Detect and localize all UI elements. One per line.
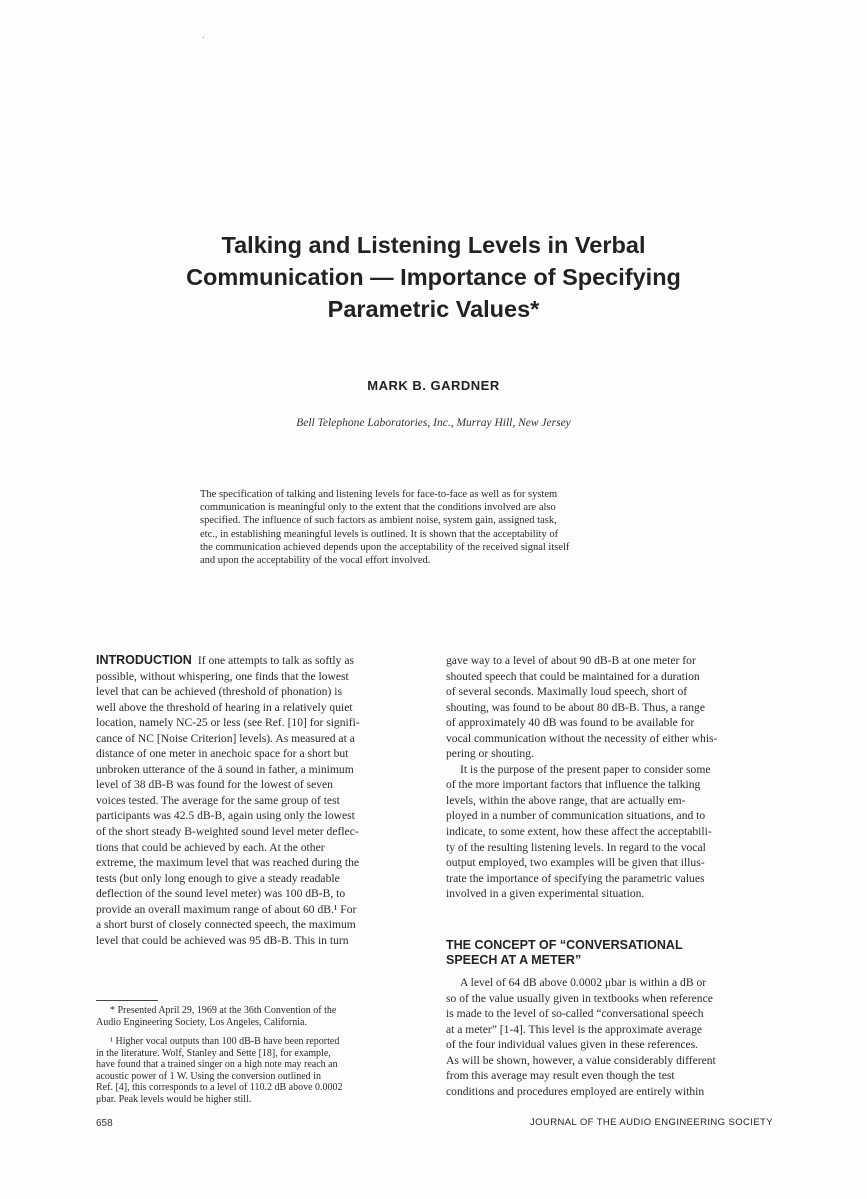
footnote-line: * Presented April 29, 1969 at the 36th Convention of the [110, 1005, 337, 1016]
body-line: extreme, the maximum level that was reached during the [96, 856, 360, 870]
body-line: unbroken utterance of the ä sound in father, a minimum [96, 762, 354, 776]
body-line: is made to the level of so-called “conversational speech [446, 1007, 704, 1021]
footnote-presented [96, 1005, 422, 1028]
body-line: As will be shown, however, a value considerably different [446, 1053, 716, 1067]
body-line: trate the importance of specifying the parametric values [446, 871, 705, 885]
body-line: location, namely NC-25 or less (see Ref. [10] for signifi- [96, 716, 360, 730]
body-line: level of 38 dB-B was found for the lowest of seven [96, 778, 333, 792]
footnote-line: ¹ Higher vocal outputs than 100 dB-B have been reported [110, 1036, 340, 1047]
abstract-line: The specification of talking and listening levels for face-to-face as well as for system [200, 489, 558, 500]
body-line: of the four individual values given in these references. [446, 1038, 699, 1052]
footnote-line: have found that a trained singer on a high note may reach an [96, 1059, 338, 1071]
footnote-line: Ref. [4], this corresponds to a level of 110.2 dB above 0.0002 [96, 1082, 343, 1094]
footnote-line: acoustic power of 1 W. Using the conversion outlined in [96, 1070, 321, 1082]
body-line: voices tested. The average for the same group of test [96, 793, 340, 807]
journal-running-footer: JOURNAL OF THE AUDIO ENGINEERING SOCIETY [530, 1117, 773, 1128]
body-line: ployed in a number of communication situations, and to [446, 809, 706, 823]
intro-heading: INTRODUCTION [96, 653, 192, 667]
intro-first-line [96, 653, 422, 669]
body-line: level that can be achieved (threshold of phonation) is [96, 685, 342, 699]
body-line: It is the purpose of the present paper to consider some [460, 762, 711, 776]
page-number: 658 [96, 1118, 113, 1129]
body-line: involved in a given experimental situation. [446, 887, 645, 901]
footnote-line: μbar. Peak levels would be higher still. [96, 1093, 252, 1105]
footnote-line: in the literature. Wolf, Stanley and Sette [18], for example, [96, 1047, 331, 1059]
body-line: vocal communication without the necessity of either whis- [446, 731, 718, 745]
body-line: deflection of the sound level meter) was 100 dB-B, to [96, 887, 346, 901]
body-line: pering or shouting. [446, 747, 534, 761]
body-line: conditions and procedures employed are entirely within [446, 1084, 705, 1098]
body-line: level that could be achieved was 95 dB-B. This in turn [96, 933, 349, 947]
body-line: output employed, two examples will be given that illus- [446, 856, 705, 870]
body-line: A level of 64 dB above 0.0002 μbar is within a dB or [460, 976, 707, 989]
scan-speck [203, 37, 204, 38]
title-line: Communication — Importance of Specifying [186, 264, 681, 290]
body-line: so of the value usually given in textbooks when reference [446, 991, 713, 1005]
body-line: possible, without whispering, one finds that the lowest [96, 669, 349, 683]
body-line: shouted speech that could be maintained for a duration [446, 669, 700, 683]
abstract-line: communication is meaningful only to the extent that the conditions involved are also [200, 502, 556, 514]
body-line: tions that could be achieved by each. At the other [96, 840, 325, 854]
body-line: participants was 42.5 dB-B, again using only the lowest [96, 809, 355, 823]
body-line: at a meter” [1-4]. This level is the approximate average [446, 1022, 703, 1036]
body-line: ty of the resulting listening levels. In regard to the vocal [446, 840, 706, 854]
footnote-1 [96, 1036, 422, 1106]
body-line: cance of NC [Noise Criterion] levels). As measured at a [96, 731, 355, 745]
title-line: Talking and Listening Levels in Verbal [221, 232, 646, 258]
body-line: of several seconds. Maximally loud speech, short of [446, 685, 688, 699]
body-line: distance of one meter in anechoic space for a short but [96, 747, 349, 761]
abstract-line: and upon the acceptability of the vocal effort involved. [200, 555, 431, 567]
body-line: indicate, to some extent, how these affect the acceptabili- [446, 825, 712, 839]
section-body [446, 975, 772, 1099]
body-line: of the more important factors that influence the talking [446, 778, 701, 792]
body-line: of approximately 40 dB was found to be available for [446, 716, 695, 730]
body-line: well above the threshold of hearing in a relatively quiet [96, 700, 353, 714]
abstract-line: the communication achieved depends upon the acceptability of the received signal itself [200, 541, 570, 553]
body-line: levels, within the above range, that are actually em- [446, 793, 686, 807]
body-line: If one attempts to talk as softly as [197, 654, 354, 667]
section-heading [446, 938, 776, 968]
abstract-line: specified. The influence of such factors as ambient noise, system gain, assigned task, [200, 515, 557, 527]
title-line: Parametric Values* [327, 296, 540, 322]
body-line: of the short steady B-weighted sound level meter deflec- [96, 825, 359, 839]
section-heading-line: SPEECH AT A METER” [446, 953, 582, 967]
author-name: MARK B. GARDNER [367, 378, 500, 393]
abstract [200, 488, 667, 567]
body-line: a short burst of closely connected speech, the maximum [96, 918, 356, 932]
body-line: provide an overall maximum range of about 60 dB.¹ For [96, 902, 357, 916]
paper-title [100, 229, 767, 325]
body-line: gave way to a level of about 90 dB-B at one meter for [446, 654, 696, 667]
body-line: tests (but only long enough to give a steady readable [96, 871, 340, 885]
body-line: shouting, was found to be about 80 dB-B. Thus, a range [446, 700, 706, 714]
section-heading-line: THE CONCEPT OF “CONVERSATIONAL [446, 938, 683, 952]
body-line: from this average may result even though the test [446, 1069, 675, 1083]
left-column [96, 653, 422, 948]
footnote-divider [96, 1000, 158, 1001]
abstract-line: etc., in establishing meaningful levels is outlined. It is shown that the acceptability of [200, 528, 559, 540]
footnote-line: Audio Engineering Society, Los Angeles, California. [96, 1016, 307, 1028]
right-column [446, 653, 772, 902]
author-affiliation: Bell Telephone Laboratories, Inc., Murray Hill, New Jersey [296, 417, 571, 429]
